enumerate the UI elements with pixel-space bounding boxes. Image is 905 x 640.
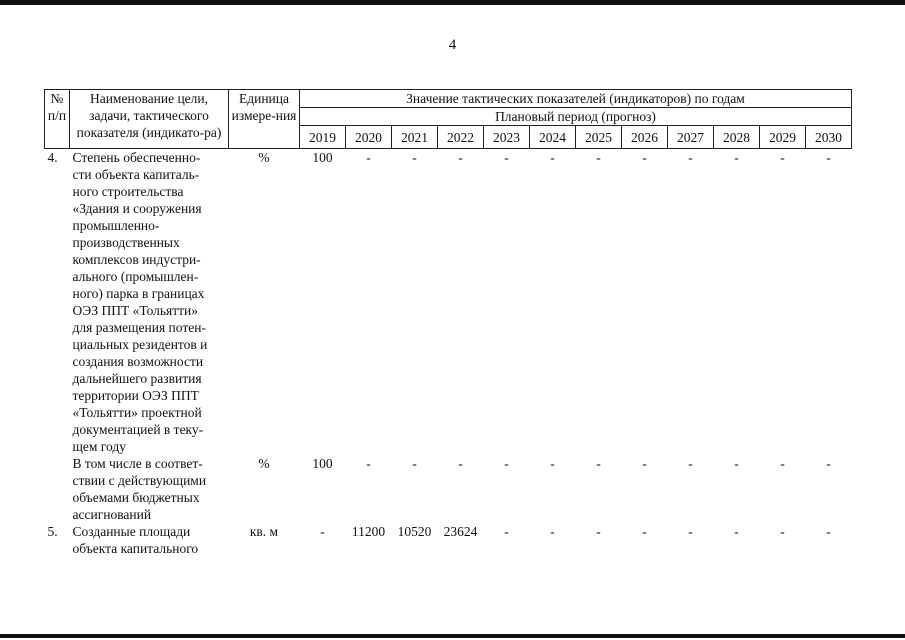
header-year: 2019	[300, 126, 346, 149]
indicator-value: -	[504, 150, 509, 165]
indicator-value: -	[458, 456, 463, 471]
bottom-border-rule	[0, 634, 905, 638]
table-row	[45, 149, 852, 456]
top-border-rule	[0, 0, 905, 5]
table-row	[45, 455, 852, 523]
header-year: 2024	[530, 126, 576, 149]
indicator-name: Степень обеспеченно- сти объекта капиталь- ного строительства «Здания и сооружения промышленно- производственных комплексов индустри- ального (промышлен- ного) парка в границах ОЭЗ ППТ «Тольятти» для размещения потен- циальных резидентов и создания возможности дальнейшего развития территории ОЭЗ ППТ «Тольятти» проектной документацией в теку- щем году	[72, 150, 208, 454]
indicator-value: -	[366, 456, 371, 471]
indicator-unit: %	[258, 456, 270, 471]
indicator-value: 100	[312, 150, 333, 165]
indicator-value: 11200	[351, 524, 386, 539]
table-header	[45, 90, 852, 149]
indicator-value: -	[412, 456, 417, 471]
header-year: 2025	[576, 126, 622, 149]
row-number	[45, 455, 70, 523]
header-year: 2026	[622, 126, 668, 149]
indicators-table	[44, 89, 852, 557]
header-year: 2029	[760, 126, 806, 149]
indicator-name: В том числе в соответ- ствии с действующими объемами бюджетных ассигнований	[72, 456, 207, 522]
row-number: 4.	[47, 150, 58, 165]
indicator-value: -	[734, 456, 739, 471]
indicator-value: -	[734, 524, 739, 539]
header-year: 2021	[392, 126, 438, 149]
table-row	[45, 523, 852, 557]
indicator-value: -	[642, 150, 647, 165]
header-year: 2030	[806, 126, 852, 149]
header-planned-period: Плановый период (прогноз)	[300, 108, 852, 126]
indicator-value: -	[734, 150, 739, 165]
indicator-value: -	[780, 456, 785, 471]
header-unit: Единица измере-ния	[229, 90, 300, 149]
indicator-value: -	[688, 150, 693, 165]
header-year: 2020	[346, 126, 392, 149]
header-year: 2023	[484, 126, 530, 149]
indicator-unit: кв. м	[249, 524, 279, 539]
indicator-value: -	[504, 456, 509, 471]
header-year: 2028	[714, 126, 760, 149]
header-year: 2022	[438, 126, 484, 149]
indicator-value: -	[826, 150, 831, 165]
header-num: № п/п	[45, 90, 70, 149]
indicator-value: -	[412, 150, 417, 165]
indicator-value: -	[826, 456, 831, 471]
header-year: 2027	[668, 126, 714, 149]
indicator-value: -	[366, 150, 371, 165]
indicator-value: -	[642, 456, 647, 471]
row-number: 5.	[47, 524, 58, 539]
indicator-unit: %	[258, 150, 270, 165]
indicator-value: -	[458, 150, 463, 165]
indicator-value: -	[596, 524, 601, 539]
indicator-value: -	[596, 456, 601, 471]
indicator-name: Созданные площади объекта капитального	[72, 524, 199, 556]
table-body	[45, 149, 852, 558]
indicator-value: -	[550, 150, 555, 165]
indicator-value: 100	[312, 456, 333, 471]
indicator-value: -	[504, 524, 509, 539]
indicator-value: -	[688, 456, 693, 471]
indicator-value: -	[550, 456, 555, 471]
indicator-value: -	[320, 524, 325, 539]
page-number: 4	[448, 37, 457, 53]
indicator-value: -	[826, 524, 831, 539]
header-name: Наименование цели, задачи, тактического показателя (индикато-ра)	[70, 90, 229, 149]
header-values-group: Значение тактических показателей (индикаторов) по годам	[300, 90, 852, 108]
indicator-value: 10520	[397, 524, 432, 539]
indicator-value: -	[780, 150, 785, 165]
indicator-value: -	[596, 150, 601, 165]
indicator-value: -	[688, 524, 693, 539]
indicator-value: -	[550, 524, 555, 539]
indicator-value: -	[642, 524, 647, 539]
indicator-value: 23624	[443, 524, 478, 539]
indicator-value: -	[780, 524, 785, 539]
